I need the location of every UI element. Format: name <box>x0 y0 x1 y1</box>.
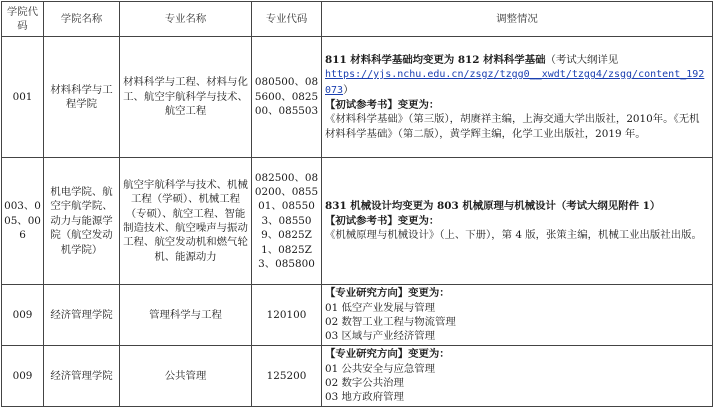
table-row <box>2 346 713 407</box>
major-code-cell: 125200 <box>252 346 322 407</box>
school-name-cell: 经济管理学院 <box>44 346 120 407</box>
reference-books-heading: 【初试参考书】变更为： <box>325 214 440 227</box>
exam-change-text: 811 材料科学基础均变更为 812 材料科学基础（考试大纲详见 <box>325 53 619 66</box>
header-major-code: 专业代码 <box>252 2 322 37</box>
direction-item: 01 低空产业发展与管理 <box>325 301 436 314</box>
header-school-code: 学院代码 <box>2 2 44 37</box>
school-name-cell: 机电学院、航空宇航学院、动力与能源学院（航空发动机学院） <box>44 158 120 285</box>
school-code-cell: 009 <box>2 285 44 346</box>
header-major-name: 专业名称 <box>120 2 252 37</box>
adjustment-cell <box>322 285 713 346</box>
direction-item: 03 区域与产业经济管理 <box>325 330 436 343</box>
reference-books-heading: 【初试参考书】变更为： <box>325 99 440 111</box>
major-name-cell: 管理科学与工程 <box>120 285 252 346</box>
school-code-cell: 009 <box>2 346 44 407</box>
adjustment-cell <box>322 158 713 285</box>
adjustment-cell <box>322 346 713 407</box>
reference-books-text: 《材料科学基础》（第三版），胡赓祥主编，上海交通大学出版社，2010年。《无机材料科学基础》（第二版），黄学辉主编，化学工业出版社，2019 年。 <box>325 113 700 140</box>
adjustment-cell <box>322 37 713 158</box>
exam-change-text: 831 机械设计均变更为 803 机械原理与机械设计（考试大纲见附件 1） <box>325 200 661 213</box>
table-row <box>2 285 713 346</box>
table-row <box>2 37 713 158</box>
major-code-cell: 120100 <box>252 285 322 346</box>
major-name-cell: 公共管理 <box>120 346 252 407</box>
research-direction-heading: 【专业研究方向】变更为： <box>325 287 450 300</box>
reference-books-text: 《机械原理与机械设计》（上、下册），第 4 版，张策主编，机械工业出版社出版。 <box>325 229 702 242</box>
syllabus-link[interactable]: https://yjs.nchu.edu.cn/zsgz/tzgg0__xwdt/tzgg4/zsgg/content_192073 <box>325 69 705 96</box>
header-adjustment: 调整情况 <box>322 2 713 37</box>
header-school-name: 学院名称 <box>44 2 120 37</box>
direction-item: 01 公共安全与应急管理 <box>325 362 436 375</box>
school-name-cell: 经济管理学院 <box>44 285 120 346</box>
adjustment-table <box>1 1 713 407</box>
header-row <box>2 2 713 37</box>
research-direction-heading: 【专业研究方向】变更为： <box>325 348 450 361</box>
major-code-cell: 080500、085600、082500、085503 <box>252 37 322 158</box>
school-code-cell: 003、005、006 <box>2 158 44 285</box>
school-name-cell: 材料科学与工程学院 <box>44 37 120 158</box>
direction-item: 02 数智工业工程与物流管理 <box>325 316 456 328</box>
direction-item: 02 数字公共治理 <box>325 377 404 389</box>
school-code-cell: 001 <box>2 37 44 158</box>
major-name-cell: 航空宇航科学与技术、机械工程（学硕）、机械工程（专硕）、航空工程、智能制造技术、航空噪声与振动工程、航空发动机和燃气轮机、能源动力 <box>120 158 252 285</box>
major-name-cell: 材料科学与工程、材料与化工、航空宇航科学与技术、航空工程 <box>120 37 252 158</box>
direction-item: 03 地方政府管理 <box>325 391 404 404</box>
syllabus-link-wrap: https://yjs.nchu.edu.cn/zsgz/tzgg0__xwdt/tzgg4/zsgg/content_192073） <box>325 69 705 96</box>
table-row <box>2 158 713 285</box>
major-code-cell: 082500、080200、085501、085503、085509、0825Z1、0825Z3、085800 <box>252 158 322 285</box>
